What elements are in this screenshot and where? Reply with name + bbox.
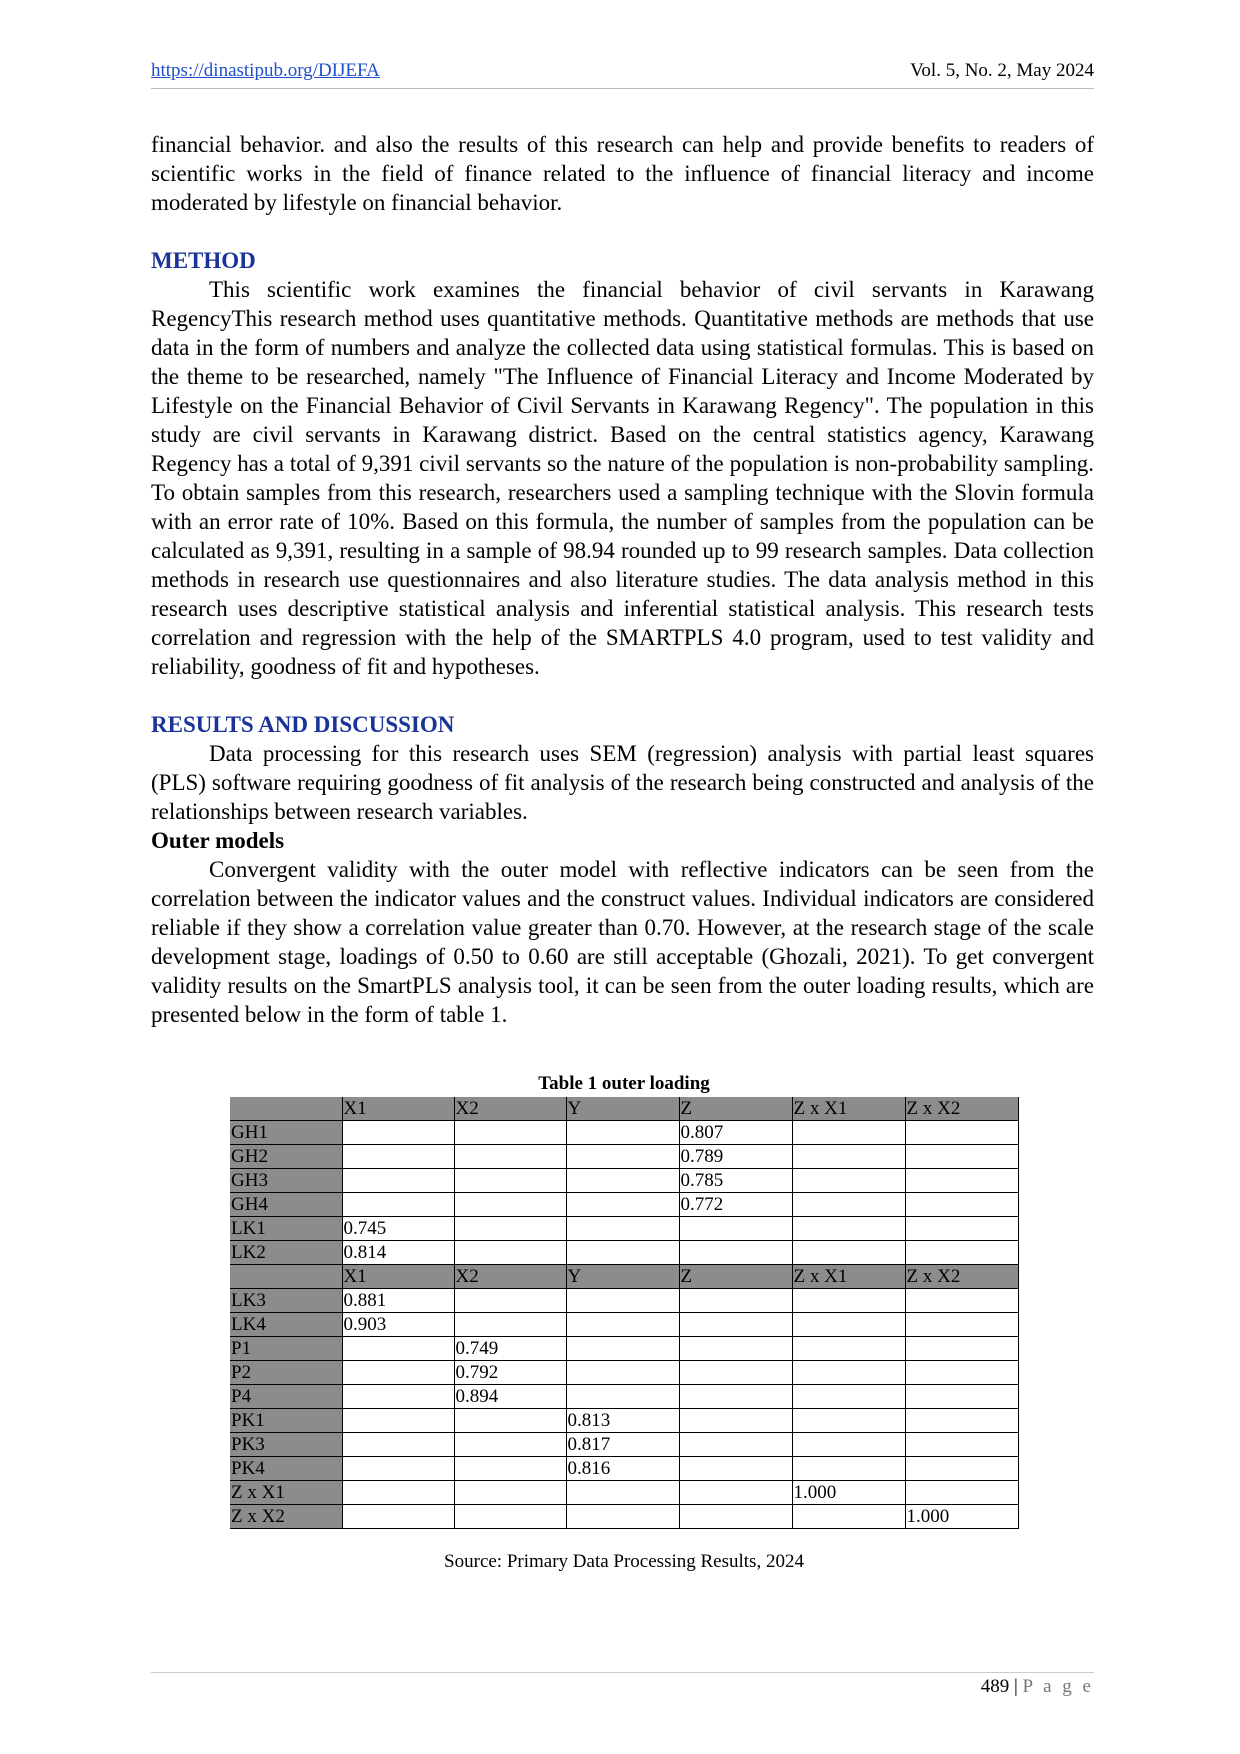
loading-value-cell	[679, 1313, 792, 1337]
loading-value-cell: 0.749	[454, 1337, 566, 1361]
page-label: P a g e	[1022, 1676, 1094, 1697]
column-header-cell: Z x X1	[792, 1097, 905, 1121]
loading-value-cell	[679, 1385, 792, 1409]
header-corner-cell	[230, 1265, 342, 1289]
loading-value-cell	[566, 1361, 679, 1385]
loading-value-cell	[454, 1169, 566, 1193]
table-row	[230, 1361, 1018, 1385]
loading-value-cell: 0.903	[342, 1313, 454, 1337]
loading-value-cell	[905, 1241, 1018, 1265]
loading-value-cell	[792, 1505, 905, 1529]
loading-value-cell	[454, 1241, 566, 1265]
method-heading: METHOD	[151, 248, 256, 273]
loading-value-cell	[566, 1241, 679, 1265]
indicator-label-cell: GH2	[230, 1145, 342, 1169]
loading-value-cell	[792, 1457, 905, 1481]
table-header-row	[230, 1097, 1018, 1121]
indicator-label-cell: GH3	[230, 1169, 342, 1193]
loading-value-cell: 0.814	[342, 1241, 454, 1265]
loading-value-cell	[342, 1409, 454, 1433]
main-content	[151, 130, 1094, 1029]
table-body	[230, 1097, 1018, 1529]
column-header-cell: X1	[342, 1097, 454, 1121]
page-footer	[981, 1676, 1094, 1698]
loading-value-cell	[905, 1433, 1018, 1457]
loading-value-cell	[905, 1385, 1018, 1409]
volume-info: Vol. 5, No. 2, May 2024	[910, 60, 1094, 81]
table-row	[230, 1289, 1018, 1313]
loading-value-cell	[792, 1121, 905, 1145]
indicator-label-cell: LK3	[230, 1289, 342, 1313]
table-row	[230, 1169, 1018, 1193]
loading-value-cell: 0.816	[566, 1457, 679, 1481]
loading-value-cell	[792, 1385, 905, 1409]
loading-value-cell	[566, 1121, 679, 1145]
table-row	[230, 1313, 1018, 1337]
loading-value-cell: 0.772	[679, 1193, 792, 1217]
loading-value-cell	[792, 1313, 905, 1337]
indicator-label-cell: LK2	[230, 1241, 342, 1265]
table-source: Source: Primary Data Processing Results, 2024	[444, 1551, 804, 1572]
method-paragraph: This scientific work examines the financial behavior of civil servants in Karawang RegencyThis research method uses quantitative methods. Quantitative methods are methods that use data in the form of numbers and analyze the collected data using statistical formulas. This is based on the theme to be researched, namely "The Influence of Financial Literacy and Income Moderated by Lifestyle on the Financial Behavior of Civil Servants in Karawang Regency". The population in this study are civil servants in Karawang district. Based on the central statistics agency, Karawang Regency has a total of 9,391 civil servants so the nature of the population is non-probability sampling. To obtain samples from this research, researchers used a sampling technique with the Slovin formula with an error rate of 10%. Based on this formula, the number of samples from the population can be calculated as 9,391, resulting in a sample of 98.94 rounded up to 99 research samples. Data collection methods in research use questionnaires and also literature studies. The data analysis method in this research uses descriptive statistical analysis and inferential statistical analysis. This research tests correlation and regression with the help of the SMARTPLS 4.0 program, used to test validity and reliability, goodness of fit and hypotheses.	[151, 277, 1094, 679]
loading-value-cell	[566, 1313, 679, 1337]
table-row	[230, 1145, 1018, 1169]
loading-value-cell	[905, 1337, 1018, 1361]
loading-value-cell	[792, 1289, 905, 1313]
loading-value-cell	[454, 1217, 566, 1241]
loading-value-cell	[905, 1169, 1018, 1193]
column-header-cell: Z x X2	[905, 1097, 1018, 1121]
intro-paragraph: financial behavior. and also the results of this research can help and provide benefits to readers of scientific works in the field of finance related to the influence of financial literacy and income moderated by lifestyle on financial behavior.	[151, 132, 1094, 215]
loading-value-cell	[905, 1457, 1018, 1481]
loading-value-cell	[905, 1193, 1018, 1217]
loading-value-cell	[454, 1505, 566, 1529]
table-row	[230, 1121, 1018, 1145]
indicator-label-cell: P2	[230, 1361, 342, 1385]
loading-value-cell	[566, 1505, 679, 1529]
table-row	[230, 1409, 1018, 1433]
loading-value-cell	[905, 1361, 1018, 1385]
footer-divider	[151, 1672, 1094, 1673]
indicator-label-cell: P1	[230, 1337, 342, 1361]
table-row	[230, 1481, 1018, 1505]
loading-value-cell: 0.792	[454, 1361, 566, 1385]
loading-value-cell	[792, 1337, 905, 1361]
loading-value-cell	[905, 1145, 1018, 1169]
loading-value-cell	[454, 1457, 566, 1481]
table-row	[230, 1337, 1018, 1361]
loading-value-cell	[566, 1481, 679, 1505]
loading-value-cell	[679, 1481, 792, 1505]
loading-value-cell	[342, 1457, 454, 1481]
indicator-label-cell: LK4	[230, 1313, 342, 1337]
table-row	[230, 1241, 1018, 1265]
loading-value-cell	[679, 1241, 792, 1265]
loading-value-cell: 0.807	[679, 1121, 792, 1145]
loading-value-cell	[342, 1337, 454, 1361]
loading-value-cell	[342, 1193, 454, 1217]
column-header-cell: Y	[566, 1265, 679, 1289]
results-paragraph: Data processing for this research uses SEM (regression) analysis with partial least squares (PLS) software requiring goodness of fit analysis of the research being constructed and analysis of the relationships between research variables.	[151, 741, 1094, 824]
loading-value-cell	[454, 1121, 566, 1145]
loading-value-cell	[454, 1409, 566, 1433]
table-title: Table 1 outer loading	[538, 1073, 710, 1094]
loading-value-cell	[342, 1361, 454, 1385]
loading-value-cell	[342, 1145, 454, 1169]
outer-loading-table	[230, 1097, 1019, 1529]
column-header-cell: X2	[454, 1265, 566, 1289]
page-number: 489	[980, 1676, 1010, 1697]
loading-value-cell	[342, 1433, 454, 1457]
loading-value-cell: 0.894	[454, 1385, 566, 1409]
loading-value-cell	[566, 1385, 679, 1409]
loading-value-cell	[679, 1433, 792, 1457]
table-row	[230, 1457, 1018, 1481]
loading-value-cell	[792, 1217, 905, 1241]
indicator-label-cell: PK1	[230, 1409, 342, 1433]
table-row	[230, 1433, 1018, 1457]
page-header	[151, 60, 1094, 86]
header-corner-cell	[230, 1097, 342, 1121]
loading-value-cell	[342, 1169, 454, 1193]
loading-value-cell: 0.813	[566, 1409, 679, 1433]
loading-value-cell	[905, 1313, 1018, 1337]
column-header-cell: Z x X2	[905, 1265, 1018, 1289]
loading-value-cell	[679, 1217, 792, 1241]
loading-value-cell	[454, 1481, 566, 1505]
loading-value-cell	[454, 1193, 566, 1217]
loading-value-cell: 1.000	[792, 1481, 905, 1505]
table-row	[230, 1385, 1018, 1409]
loading-value-cell: 1.000	[905, 1505, 1018, 1529]
loading-value-cell	[566, 1217, 679, 1241]
loading-value-cell: 0.789	[679, 1145, 792, 1169]
loading-value-cell	[792, 1193, 905, 1217]
loading-value-cell	[454, 1313, 566, 1337]
table-row	[230, 1217, 1018, 1241]
loading-value-cell	[679, 1361, 792, 1385]
outer-models-paragraph: Convergent validity with the outer model with reflective indicators can be seen from the correlation between the indicator values and the construct values. Individual indicators are considered reliable if they show a correlation value greater than 0.70. However, at the research stage of the scale development stage, loadings of 0.50 to 0.60 are still acceptable (Ghozali, 2021). To get convergent validity results on the SmartPLS analysis tool, it can be seen from the outer loading results, which are presented below in the form of table 1.	[151, 857, 1094, 1027]
outer-models-heading: Outer models	[151, 828, 285, 853]
loading-value-cell	[679, 1337, 792, 1361]
loading-value-cell	[342, 1481, 454, 1505]
column-header-cell: X1	[342, 1265, 454, 1289]
indicator-label-cell: Z x X1	[230, 1481, 342, 1505]
loading-value-cell	[905, 1217, 1018, 1241]
indicator-label-cell: GH4	[230, 1193, 342, 1217]
loading-value-cell	[454, 1145, 566, 1169]
column-header-cell: X2	[454, 1097, 566, 1121]
loading-value-cell	[679, 1289, 792, 1313]
loading-value-cell	[454, 1289, 566, 1313]
loading-value-cell	[566, 1193, 679, 1217]
loading-value-cell	[905, 1481, 1018, 1505]
loading-value-cell	[792, 1241, 905, 1265]
loading-value-cell	[792, 1433, 905, 1457]
loading-value-cell	[792, 1361, 905, 1385]
loading-value-cell	[905, 1409, 1018, 1433]
loading-value-cell	[792, 1409, 905, 1433]
loading-value-cell	[679, 1505, 792, 1529]
column-header-cell: Z	[679, 1265, 792, 1289]
table-row	[230, 1505, 1018, 1529]
loading-value-cell: 0.785	[679, 1169, 792, 1193]
table-header-row	[230, 1265, 1018, 1289]
journal-url-link[interactable]: https://dinastipub.org/DIJEFA	[151, 60, 380, 81]
loading-value-cell	[342, 1385, 454, 1409]
footer-separator: |	[1013, 1676, 1018, 1697]
indicator-label-cell: Z x X2	[230, 1505, 342, 1529]
loading-value-cell	[679, 1457, 792, 1481]
results-heading: RESULTS AND DISCUSSION	[151, 712, 455, 737]
loading-value-cell	[905, 1121, 1018, 1145]
indicator-label-cell: LK1	[230, 1217, 342, 1241]
header-divider	[151, 88, 1094, 89]
loading-value-cell	[454, 1433, 566, 1457]
indicator-label-cell: P4	[230, 1385, 342, 1409]
column-header-cell: Y	[566, 1097, 679, 1121]
loading-value-cell	[792, 1169, 905, 1193]
loading-value-cell	[679, 1409, 792, 1433]
loading-value-cell: 0.745	[342, 1217, 454, 1241]
loading-value-cell	[905, 1289, 1018, 1313]
loading-value-cell	[566, 1145, 679, 1169]
column-header-cell: Z	[679, 1097, 792, 1121]
indicator-label-cell: PK3	[230, 1433, 342, 1457]
loading-value-cell	[566, 1337, 679, 1361]
loading-value-cell	[566, 1289, 679, 1313]
indicator-label-cell: GH1	[230, 1121, 342, 1145]
loading-value-cell: 0.817	[566, 1433, 679, 1457]
loading-value-cell	[342, 1121, 454, 1145]
indicator-label-cell: PK4	[230, 1457, 342, 1481]
loading-value-cell	[566, 1169, 679, 1193]
loading-value-cell	[342, 1505, 454, 1529]
loading-value-cell: 0.881	[342, 1289, 454, 1313]
table-row	[230, 1193, 1018, 1217]
column-header-cell: Z x X1	[792, 1265, 905, 1289]
loading-value-cell	[792, 1145, 905, 1169]
